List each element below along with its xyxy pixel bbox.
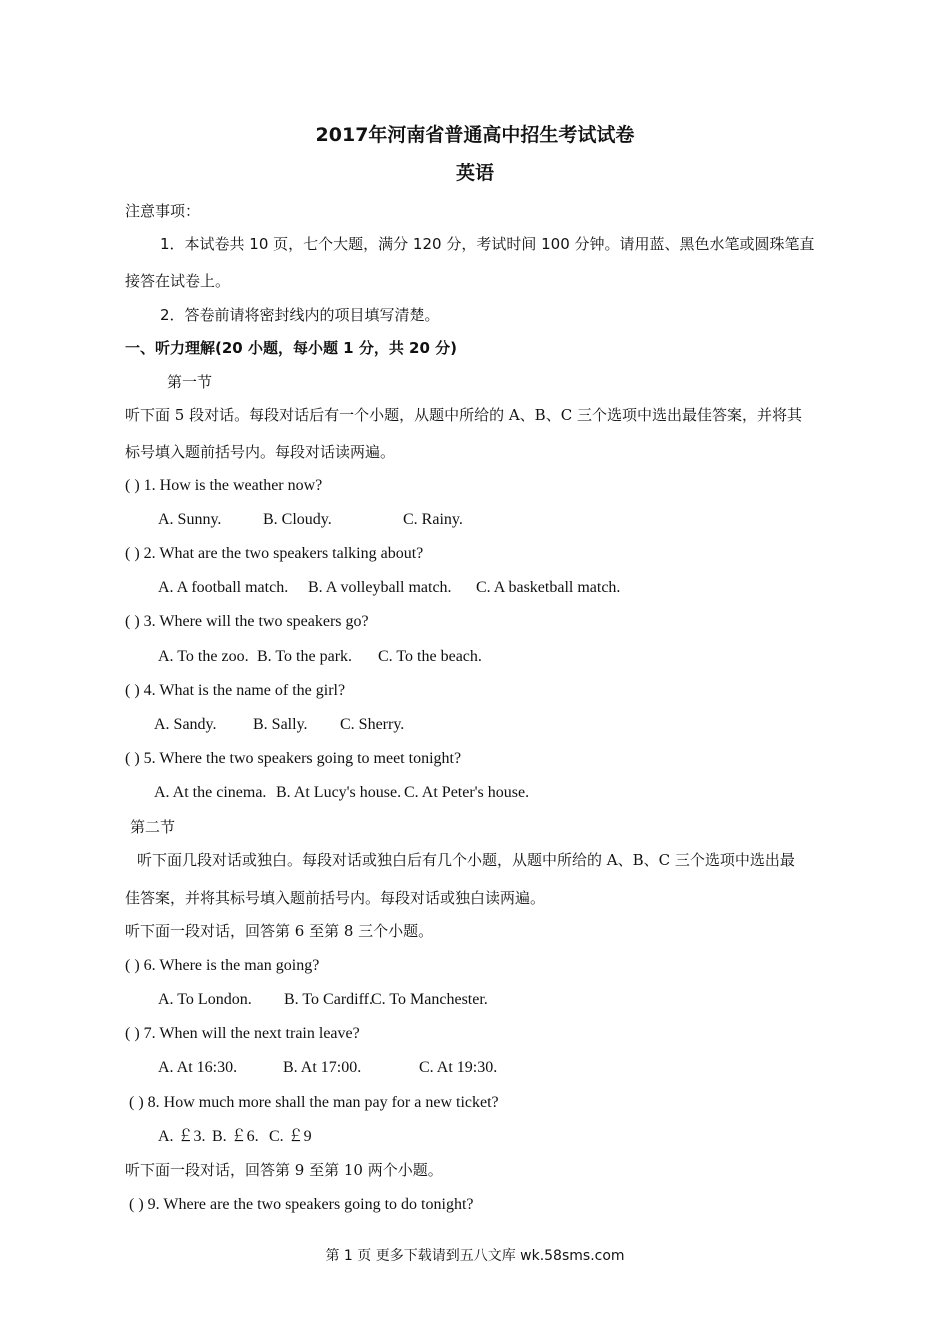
question-3-options xyxy=(158,647,482,667)
option-a: A. To the zoo. xyxy=(158,648,249,665)
question-3: ( ) 3. Where will the two speakers go? xyxy=(125,613,369,630)
group-2-instructions: 听下面一段对话，回答第 9 至第 10 两个小题。 xyxy=(125,1161,443,1179)
question-8: ( ) 8. How much more shall the man pay for a new ticket? xyxy=(129,1094,499,1111)
option-b: B. A volleyball match. xyxy=(308,579,452,596)
notice-item-2: 2．答卷前请将密封线内的项目填写清楚。 xyxy=(160,306,440,324)
option-c: C. ￡9 xyxy=(269,1128,312,1145)
question-6: ( ) 6. Where is the man going? xyxy=(125,957,320,974)
question-2: ( ) 2. What are the two speakers talking about? xyxy=(125,545,424,562)
option-c: C. A basketball match. xyxy=(476,579,621,596)
question-5: ( ) 5. Where the two speakers going to meet tonight? xyxy=(125,750,462,767)
option-a: A. To London. xyxy=(158,991,252,1008)
option-a: A. At 16:30. xyxy=(158,1059,238,1076)
option-c: C. At Peter's house. xyxy=(404,784,530,801)
exam-title: 2017年河南省普通高中招生考试试卷 xyxy=(315,124,635,146)
question-9: ( ) 9. Where are the two speakers going to do tonight? xyxy=(129,1196,474,1213)
option-c: C. To Manchester. xyxy=(371,991,488,1008)
option-c: C. Rainy. xyxy=(403,511,463,528)
part2-label: 第二节 xyxy=(130,818,176,836)
option-b: B. To the park. xyxy=(257,648,353,665)
question-6-options xyxy=(158,990,488,1010)
question-5-options xyxy=(154,783,529,803)
question-8-options xyxy=(158,1127,312,1147)
notice-item-1: 1．本试卷共 10 页，七个大题，满分 120 分，考试时间 100 分钟。请用蓝、黑色水笔或圆珠笔直 xyxy=(160,235,815,253)
option-b: B. ￡6. xyxy=(212,1128,259,1145)
question-4-options xyxy=(154,715,404,735)
option-b: B. Sally. xyxy=(253,716,308,733)
notice-heading: 注意事项： xyxy=(125,202,201,220)
subject-title: 英语 xyxy=(455,162,494,184)
option-c: C. Sherry. xyxy=(340,716,405,733)
option-b: B. At Lucy's house. xyxy=(276,784,402,801)
option-b: B. Cloudy. xyxy=(263,511,332,528)
group-1-instructions: 听下面一段对话，回答第 6 至第 8 三个小题。 xyxy=(125,922,434,940)
option-a: A. A football match. xyxy=(158,579,289,596)
option-b: B. To Cardiff. xyxy=(284,991,373,1008)
part1-instructions-cont: 标号填入题前括号内。每段对话读两遍。 xyxy=(125,443,396,461)
question-7-options xyxy=(158,1058,497,1078)
part1-label: 第一节 xyxy=(167,373,213,391)
question-1-options xyxy=(158,510,463,530)
question-4: ( ) 4. What is the name of the girl? xyxy=(125,682,346,699)
option-c: C. At 19:30. xyxy=(419,1059,498,1076)
part2-instructions-cont: 佳答案，并将其标号填入题前括号内。每段对话或独白读两遍。 xyxy=(125,889,546,907)
question-1: ( ) 1. How is the weather now? xyxy=(125,477,323,494)
option-b: B. At 17:00. xyxy=(283,1059,362,1076)
part1-instructions: 听下面 5 段对话。每段对话后有一个小题，从题中所给的 A、B、C 三个选项中选出最佳答案，并将其 xyxy=(125,406,802,424)
option-c: C. To the beach. xyxy=(378,648,482,665)
option-a: A. Sunny. xyxy=(158,511,222,528)
part2-instructions: 听下面几段对话或独白。每段对话或独白后有几个小题，从题中所给的 A、B、C 三个选项中选出最 xyxy=(137,851,795,869)
notice-item-1-cont: 接答在试卷上。 xyxy=(125,272,231,290)
option-a: A. ￡3. xyxy=(158,1128,206,1145)
question-2-options xyxy=(158,578,620,598)
page-footer: 第 1 页 更多下载请到五八文库 wk.58sms.com xyxy=(325,1248,625,1264)
question-7: ( ) 7. When will the next train leave? xyxy=(125,1025,360,1042)
option-a: A. At the cinema. xyxy=(154,784,267,801)
option-a: A. Sandy. xyxy=(154,716,217,733)
section-heading: 一、听力理解(20 小题，每小题 1 分，共 20 分) xyxy=(125,339,458,357)
